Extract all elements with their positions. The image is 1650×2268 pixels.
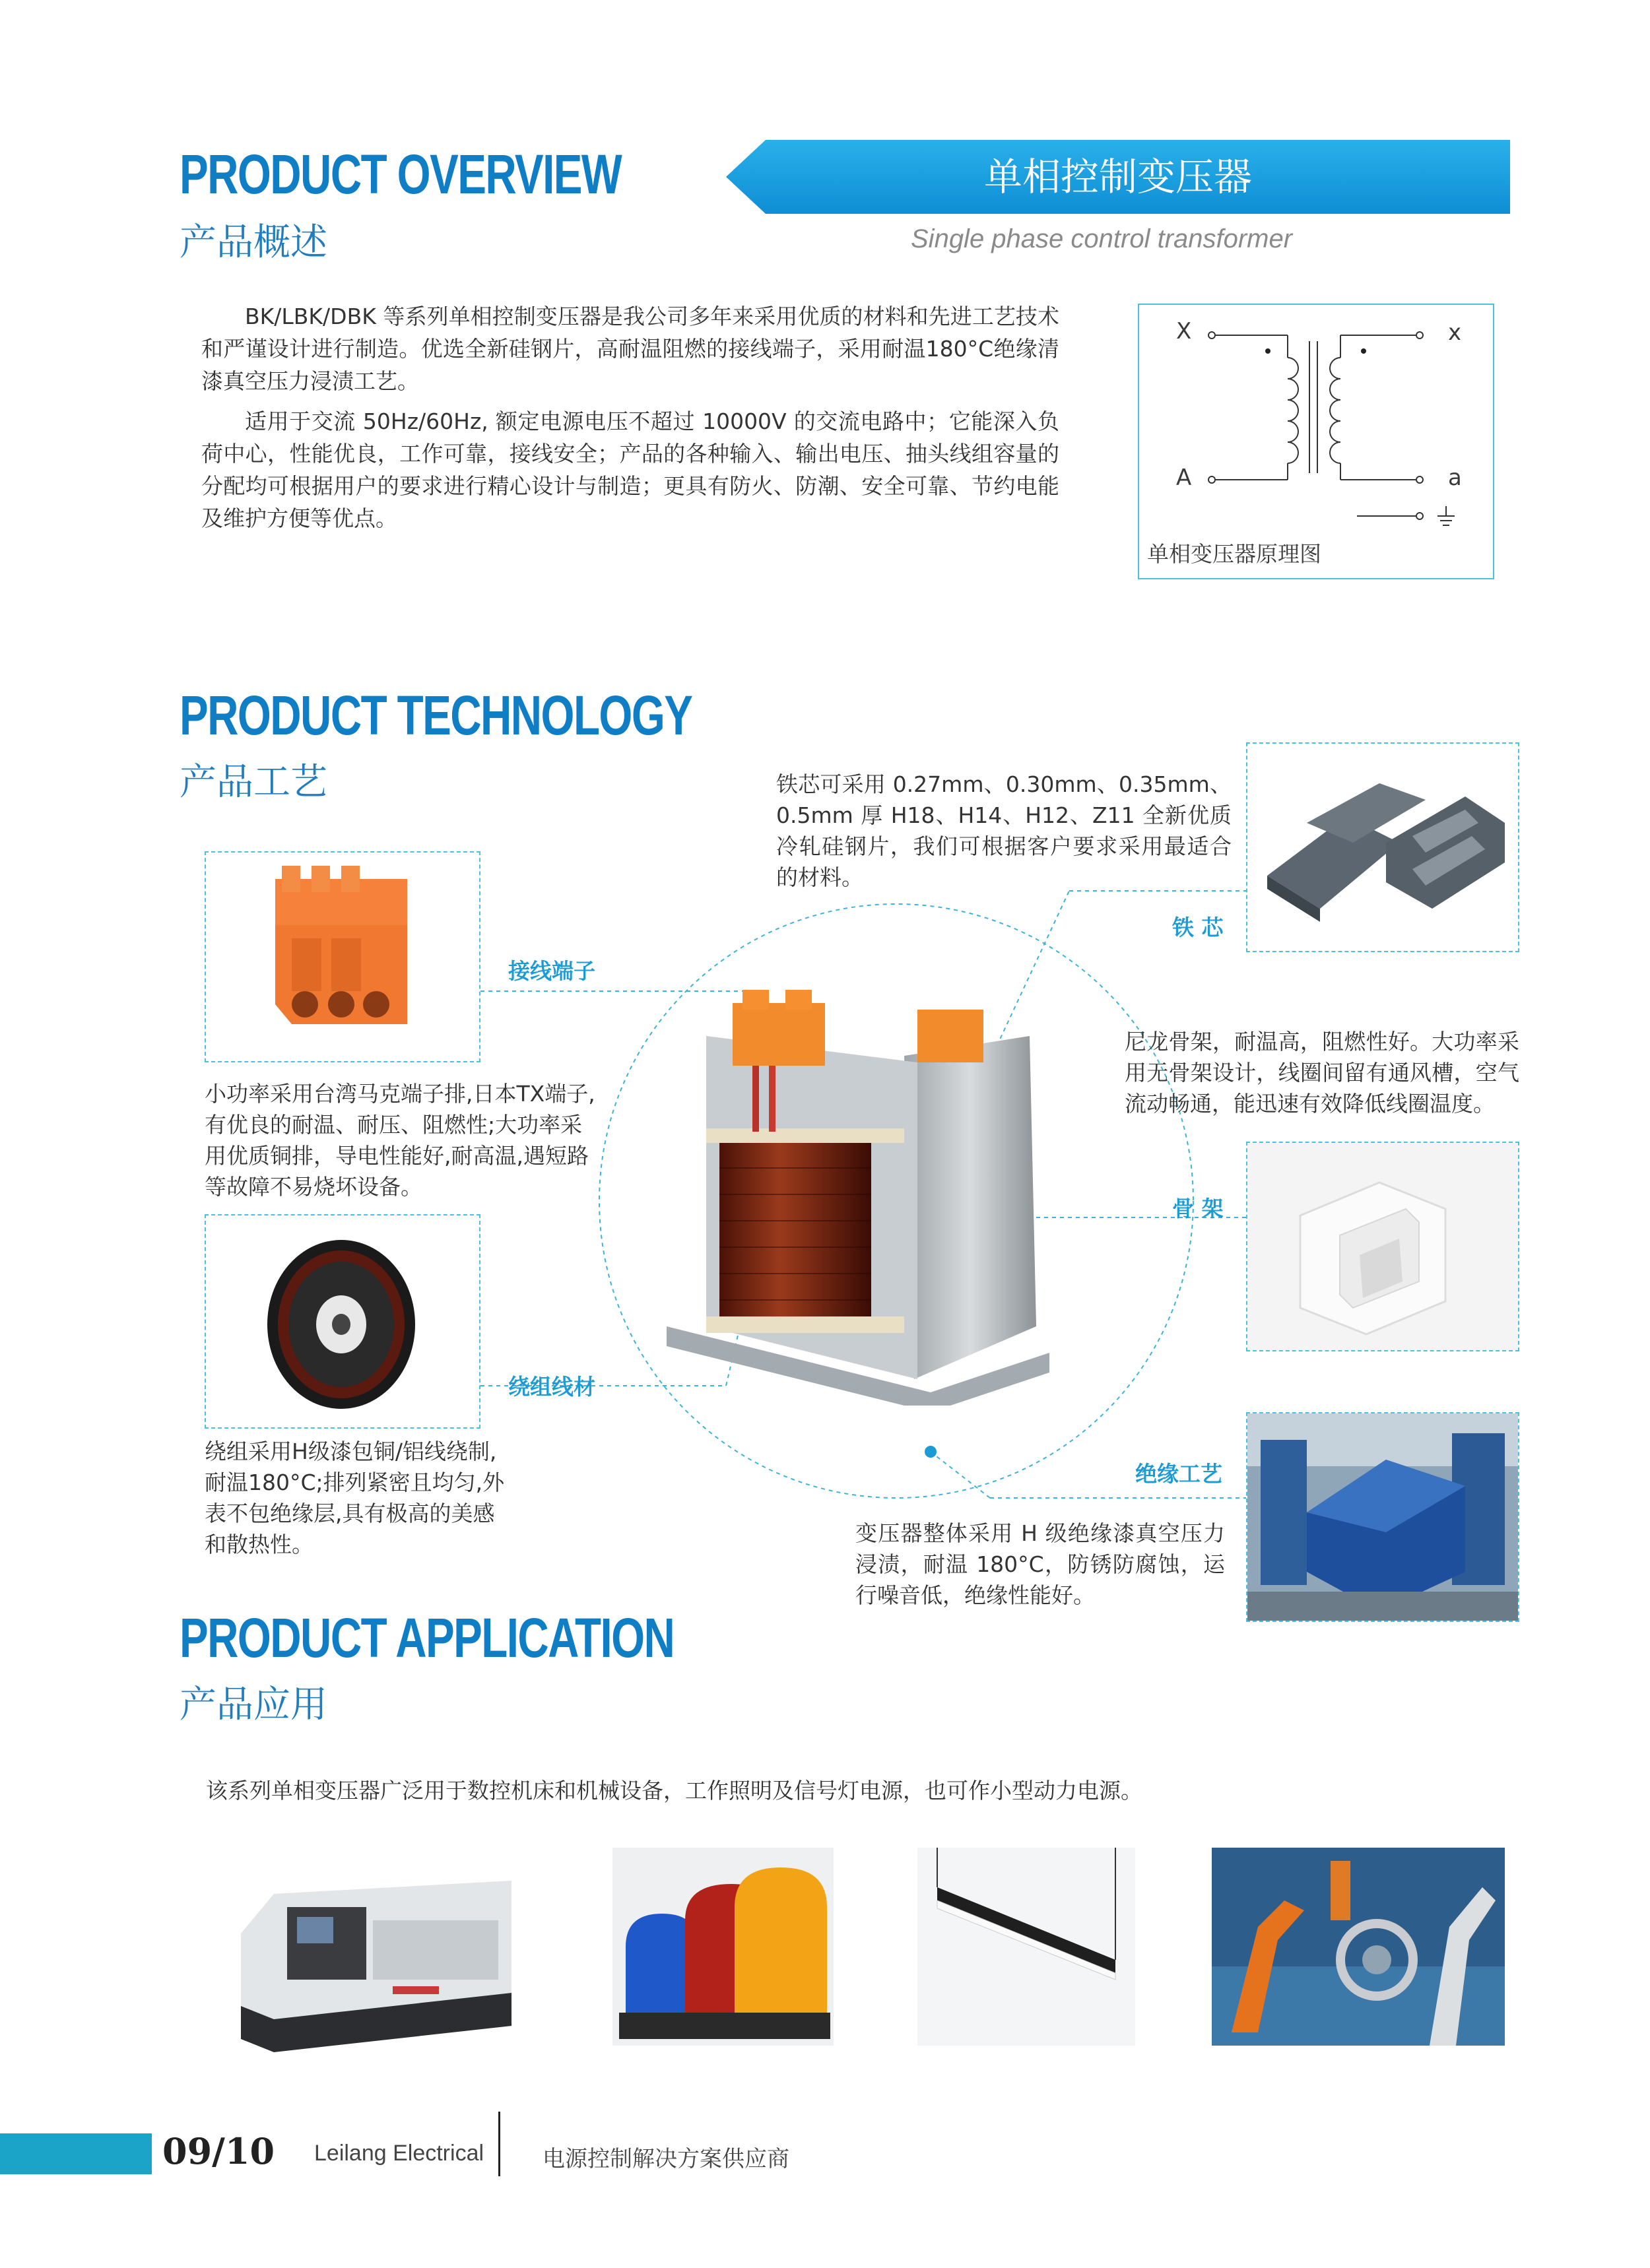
bobbin-description: 尼龙骨架，耐温高，阻燃性好。大功率采用无骨架设计，线圈间留有通风槽，空气流动畅通，能迅速有效降低线圈温度。 (1125, 1029, 1519, 1117)
overview-title-en: PRODUCT OVERVIEW (180, 143, 622, 205)
insulation-image (1247, 1413, 1518, 1621)
application-title-cn: 产品应用 (180, 1683, 327, 1726)
winding-wire-image-frame (205, 1214, 480, 1429)
iron-core-description: 铁芯可采用 0.27mm、0.30mm、0.35mm、0.5mm 厚 H18、H14、H12、Z11 全新优质冷轧硅钢片，我们可根据客户要求采用最适合的材料。 (776, 771, 1232, 890)
terminal-block-image-frame (205, 851, 480, 1062)
footer-brand: Leilang Electrical (314, 2141, 484, 2166)
terminal-label: 接线端子 (508, 958, 595, 984)
terminal-x-label: x (1448, 319, 1462, 346)
footer-slogan: 电源控制解决方案供应商 (543, 2146, 789, 2172)
ribbon-title: 单相控制变压器 (983, 154, 1252, 199)
terminal-A-label: A (1176, 465, 1192, 491)
terminal-description: 小功率采用台湾马克端子排,日本TX端子,有优良的耐温、耐压、阻燃性;大功率采用优质铜排，导电性能好,耐高温,遇短路等故障不易烧坏设备。 (205, 1081, 595, 1200)
iron-core-image (1247, 744, 1518, 951)
technology-title-cn: 产品工艺 (180, 761, 327, 804)
footer-divider (498, 2112, 500, 2176)
iron-core-image-frame (1246, 742, 1519, 952)
winding-wire-description: 绕组采用H级漆包铜/铝线绕制,耐温180°C;排列紧密且均匀,外表不包绝缘层,具有极高的美感和散热性。 (205, 1439, 505, 1557)
insulation-description: 变压器整体采用 H 级绝缘漆真空压力浸渍，耐温 180°C，防锈防腐蚀，运行噪音低，绝缘性能好。 (855, 1520, 1225, 1608)
winding-wire-label: 绕组线材 (508, 1374, 595, 1400)
terminal-X-label: X (1176, 318, 1192, 344)
insulation-label: 绝缘工艺 (1135, 1461, 1222, 1487)
application-description: 该系列单相变压器广泛用于数控机床和机械设备，工作照明及信号灯电源，也可作小型动力电源。 (206, 1778, 1142, 1803)
page-number: 09/10 (162, 2130, 275, 2172)
overview-paragraph-1: BK/LBK/DBK 等系列单相控制变压器是我公司多年来采用优质的材料和先进工艺技术和严谨设计进行制造。优选全新硅钢片，高耐温阻燃的接线端子，采用耐温180°C绝缘清漆真空压力浸渍工艺。 (201, 304, 1059, 394)
application-title-en: PRODUCT APPLICATION (180, 1607, 675, 1669)
lighting-fixture-image (917, 1848, 1135, 2046)
terminal-a-label: a (1448, 465, 1462, 491)
overview-paragraph-2: 适用于交流 50Hz/60Hz, 额定电源电压不超过 10000V 的交流电路中；它能深入负荷中心，性能优良，工作可靠，接线安全；产品的各种输入、输出电压、抽头线组容量的分配均可根据用户的要求进行精心设计与制造；更具有防火、防潮、安全可靠、节约电能及维护方便等优点。 (201, 408, 1059, 531)
technology-title-en: PRODUCT TECHNOLOGY (180, 684, 692, 746)
bobbin-label: 骨 架 (1172, 1196, 1224, 1221)
overview-title-cn: 产品概述 (180, 221, 327, 264)
cnc-lathe-image (234, 1854, 518, 2052)
footer-accent-bar (0, 2133, 152, 2174)
bobbin-image (1247, 1143, 1518, 1350)
transformer-product-image (653, 983, 1063, 1406)
signal-lamp-image (612, 1848, 834, 2046)
iron-core-label: 铁 芯 (1172, 915, 1224, 940)
ribbon-subtitle: Single phase control transformer (911, 224, 1293, 253)
winding-wire-image (206, 1215, 479, 1427)
terminal-block-image (206, 853, 479, 1061)
diagram-caption: 单相变压器原理图 (1147, 541, 1321, 567)
bobbin-image-frame (1246, 1142, 1519, 1351)
insulation-image-frame (1246, 1412, 1519, 1622)
industrial-robot-image (1212, 1848, 1505, 2046)
